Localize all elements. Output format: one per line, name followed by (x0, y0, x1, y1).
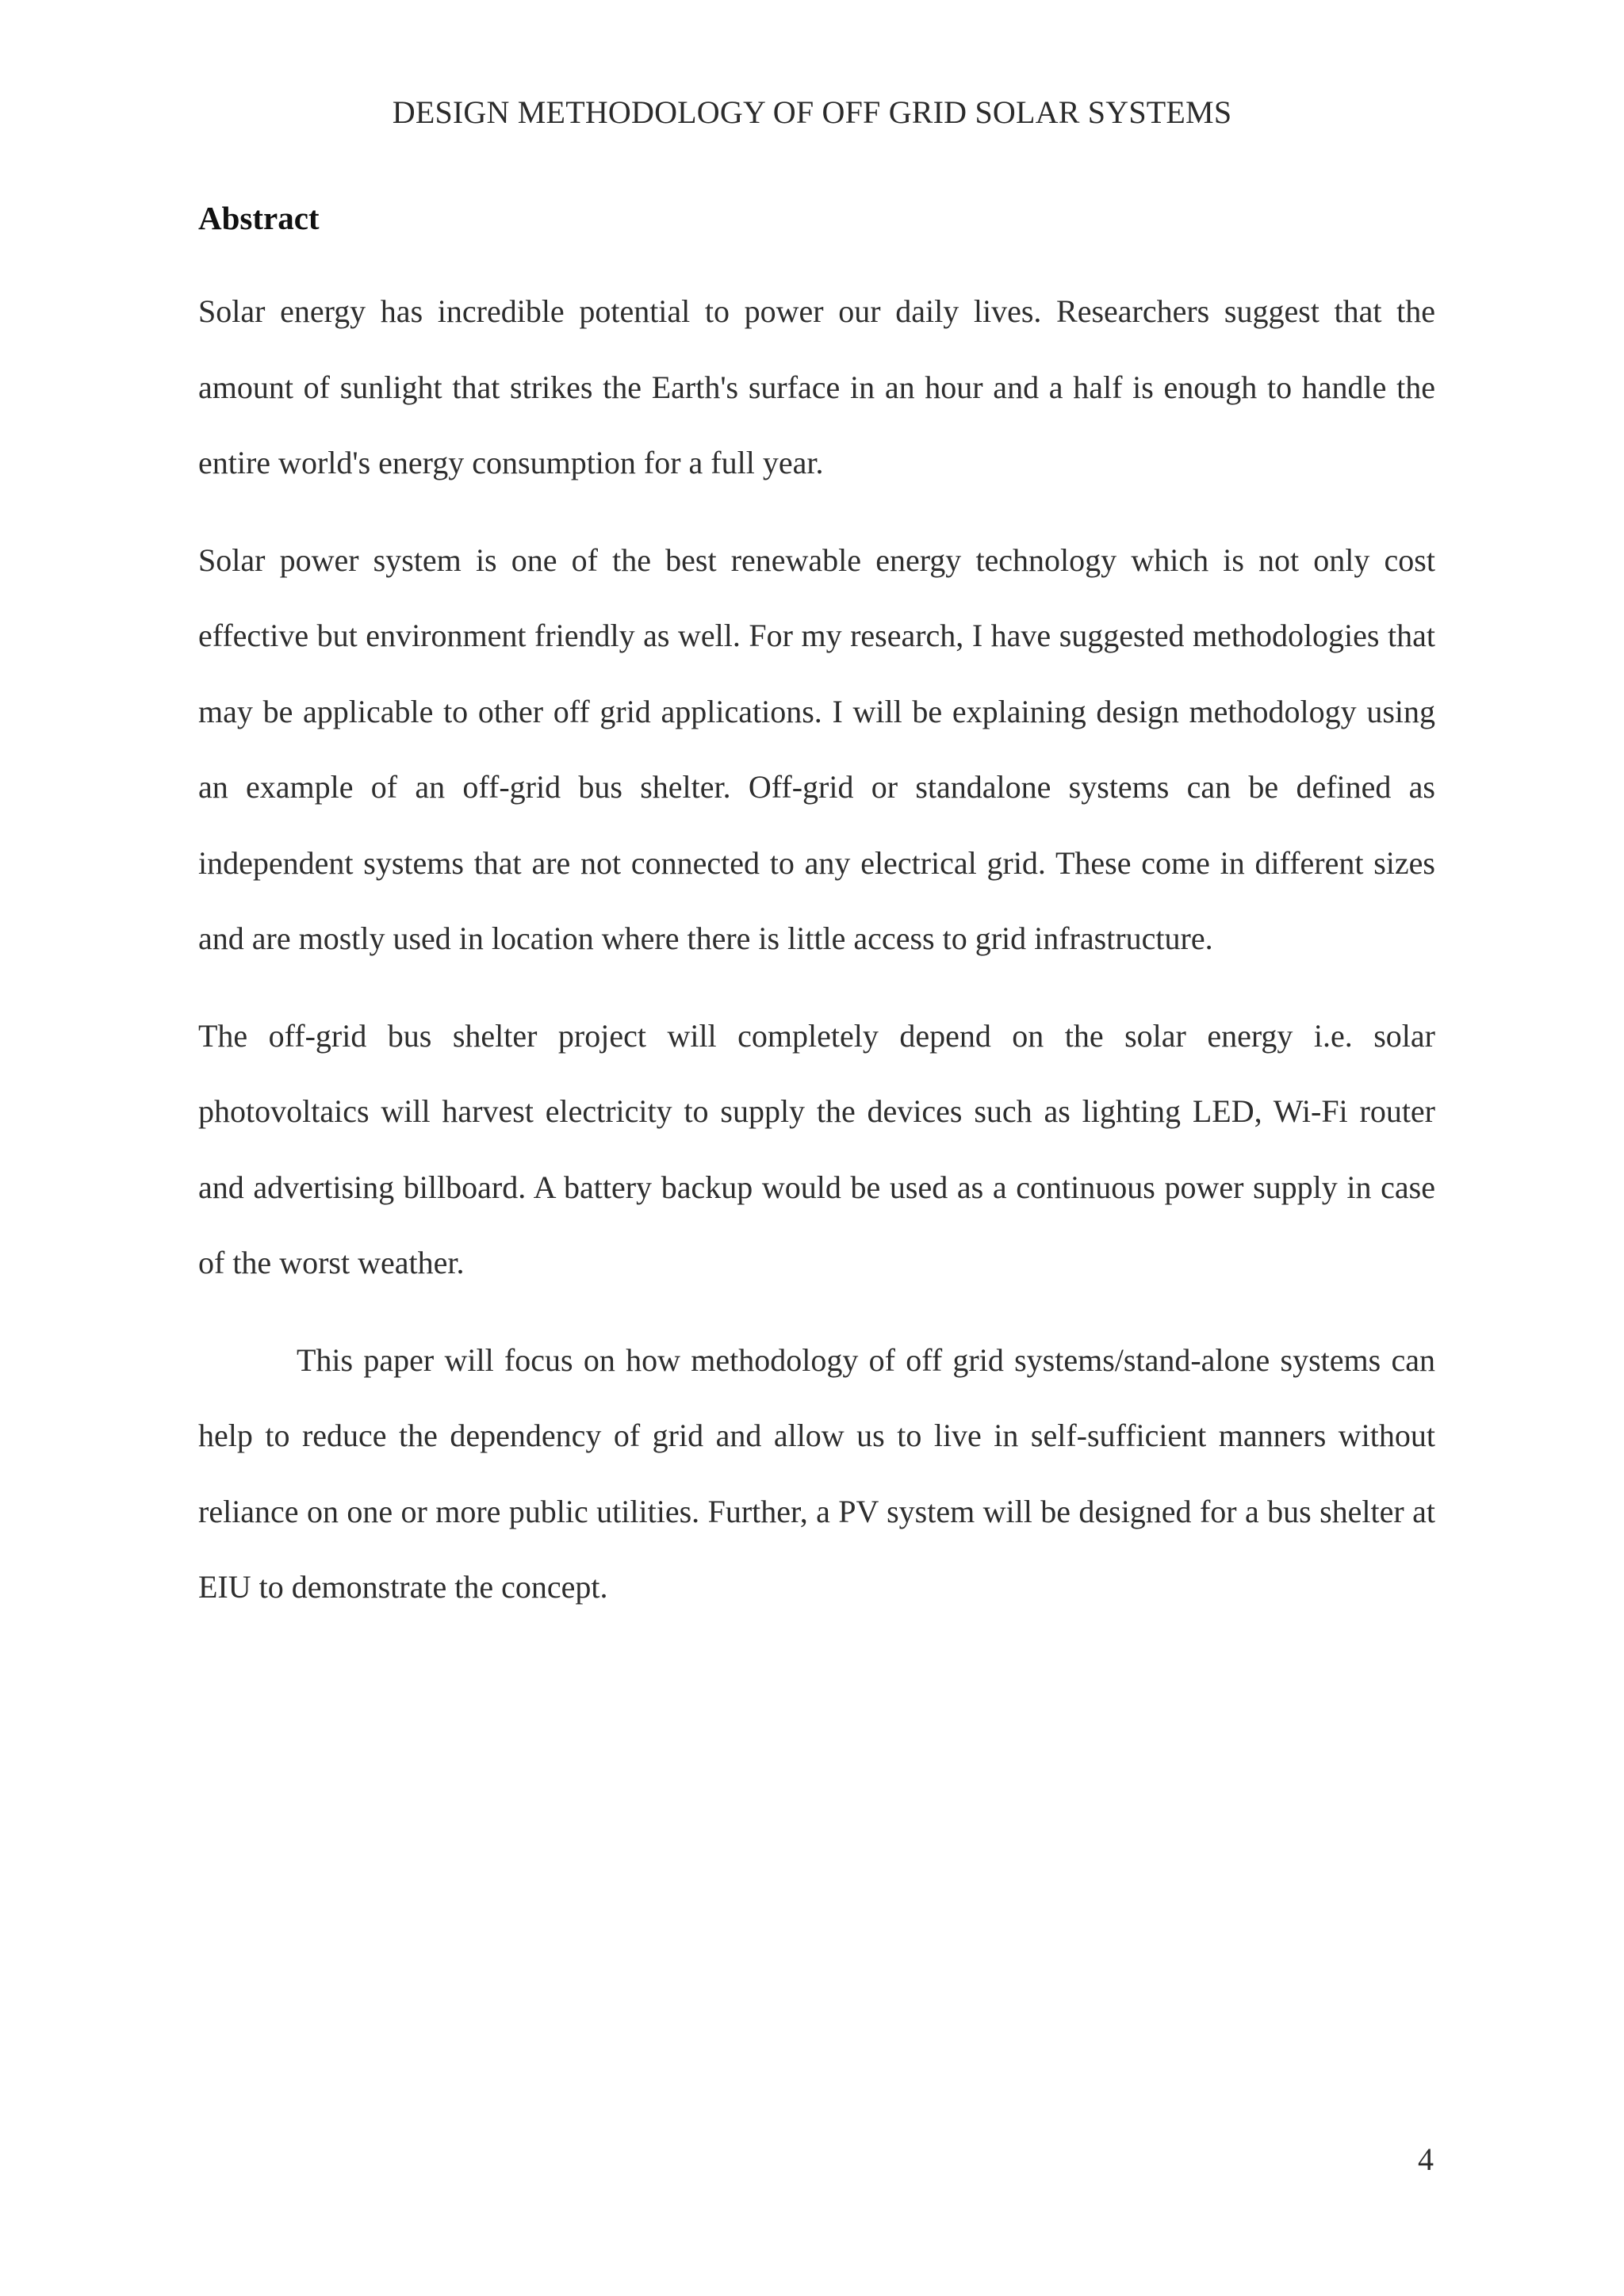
abstract-paragraph-3: The off-grid bus shelter project will completely depend on the solar energy i.e. solar photovoltaics will harvest electricity to supply the devices such as lighting LED, Wi-Fi router and advertising billboard. A battery backup would be used as a continuous power supply in case of the worst weather. (198, 1017, 1435, 1280)
abstract-paragraph-2: Solar power system is one of the best renewable energy technology which is not only cost effective but environment friendly as well. For my research, I have suggested methodologies that may be applicable to other off grid applications. I will be explaining design methodology using an example of an off-grid bus shelter. Off-grid or standalone systems can be defined as independent systems that are not connected to any electrical grid. These come in different sizes and are mostly used in location where there is little access to grid infrastructure. (198, 541, 1435, 956)
abstract-paragraph-1: Solar energy has incredible potential to power our daily lives. Researchers suggest that the amount of sunlight that strikes the Earth's surface in an hour and a half is enough to handle the entire world's energy consumption for a full year. (198, 293, 1435, 480)
page-number: 4 (1418, 2141, 1434, 2177)
running-head: DESIGN METHODOLOGY OF OFF GRID SOLAR SYSTEMS (392, 94, 1232, 130)
section-heading-abstract: Abstract (198, 200, 320, 236)
page-body (198, 194, 1435, 1647)
abstract-paragraph-4: This paper will focus on how methodology of off grid systems/stand-alone systems can help to reduce the dependency of grid and allow us to live in self-sufficient manners without reliance on one or more public utilities. Further, a PV system will be designed for a bus shelter at EIU to demonstrate the concept. (198, 1341, 1435, 1605)
